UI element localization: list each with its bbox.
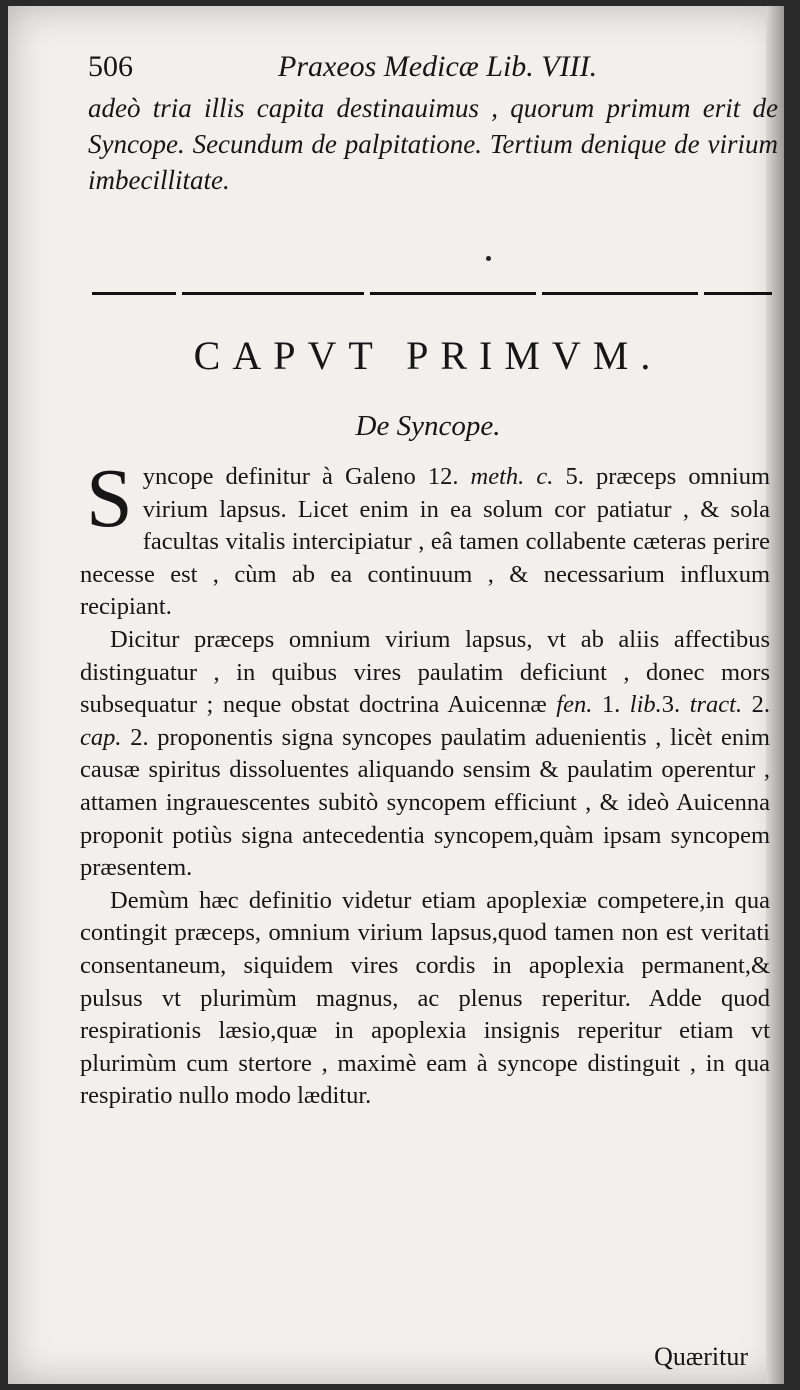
p1-text-a: yncope definitur à Galeno 12. — [142, 463, 471, 490]
running-title: Praxeos Medicæ Lib. VIII. — [278, 50, 598, 83]
section-rule — [92, 292, 772, 295]
drop-cap: S — [86, 452, 133, 545]
p2-text-c: 3. — [661, 691, 690, 719]
p2-text-a: Dicitur præceps omnium virium lapsus, vt ab aliis affectibus distinguatur , in quibus vires paulatim deficiunt , donec mors subsequatur ; neque obstat doctrina Auicennæ — [80, 625, 770, 719]
p1-text-b: 5. præceps omnium virium lapsus. Licet enim in ea solum cor patiatur , & sola facultas vitalis intercipiatur , eâ tamen collabente cæteras perire necesse est , cùm ab ea continuum , & necessarium influxum recipiant. — [80, 463, 770, 621]
p2-text-d: 2. — [742, 691, 771, 719]
catchword: Quæritur — [654, 1342, 748, 1371]
intro-text: adeò tria illis capita destinauimus , quorum primum erit de Syncope. Secundum de palpitatione. Tertium denique de virium imbecillitate. — [88, 93, 778, 195]
p2-ref-lib: lib. — [629, 691, 662, 719]
p2-text-e: 2. proponentis signa syncopes paulatim aduenientis , licèt enim causæ spiritus dissoluentes aliquando sensim & paulatim operentur , attamen ingrauescentes subitò syncopem efficiunt , & ideò Auicenna proponit potiùs signa antecedentia syncopem,quàm ipsam syncopem præsentem. — [80, 723, 770, 882]
book-page — [8, 6, 784, 1384]
chapter-subtitle: De Syncope. — [355, 410, 501, 442]
p2-text-b: 1. — [592, 691, 630, 719]
rule-gap — [698, 289, 704, 298]
chapter-title: CAPVT PRIMVM. — [193, 333, 663, 378]
p2-ref-cap: cap. — [80, 723, 122, 751]
page-number: 506 — [88, 50, 133, 83]
p2-ref-tract: tract. — [689, 691, 743, 719]
p2-ref-fen: fen. — [556, 691, 593, 719]
paragraph-1 — [80, 452, 770, 624]
paragraph-2 — [80, 624, 770, 885]
rule-gap — [536, 289, 542, 298]
paragraph-3: Demùm hæc definitio videtur etiam apoplexiæ competere,in qua contingit præceps, omnium virium lapsus,quod tamen non est veritati consentaneum, siquidem vires cordis in apoplexia permanent,& pulsus vt plurimùm magnus, ac plenus reperitur. Adde quod respirationis læsio,quæ in apoplexia insignis reperitur etiam vt plurimùm cum stertore , maximè eam à syncope distinguit , in qua respiratio nullo modo læditur. — [80, 886, 770, 1110]
p1-reference: meth. c. — [470, 463, 554, 490]
body-text — [80, 452, 771, 1113]
ornament-dot — [486, 256, 491, 261]
rule-gap — [176, 289, 182, 298]
rule-gap — [364, 289, 370, 298]
